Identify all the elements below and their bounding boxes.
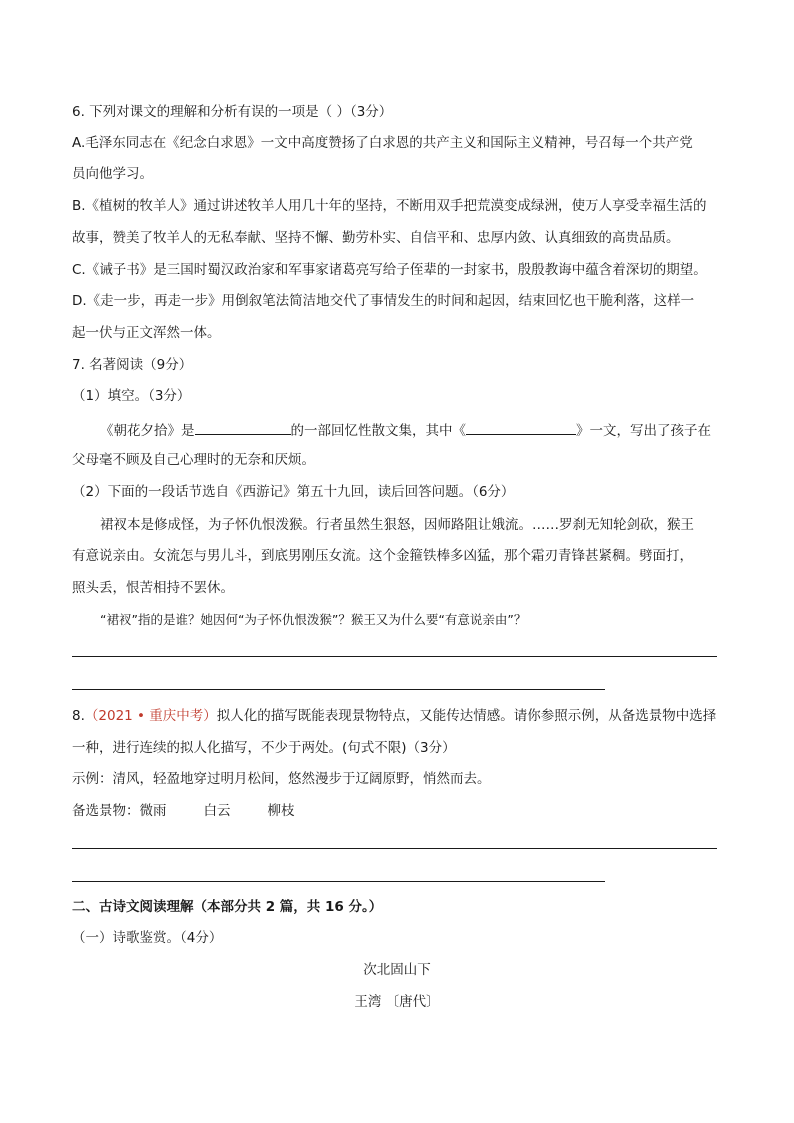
q8-stem-text: 拟人化的描写既能表现景物特点，又能传达情感。请你参照示例，从备选景物中选择 — [216, 708, 717, 724]
q8-stem-line2: 一种，进行连续的拟人化描写，不少于两处。(句式不限)（3分） — [72, 740, 456, 756]
answer-blank-author[interactable] — [195, 420, 291, 435]
fill-text-c: 》一文，写出了孩子在 — [576, 423, 711, 439]
q6-option-d-line1: D.《走一步，再走一步》用倒叙笔法简洁地交代了事情发生的时间和起因，结束回忆也干脆利落，这样一 — [72, 293, 695, 309]
q7-question: “裙衩”指的是谁？她因何“为子怀仇恨泼猴”？猴王又为什么要“有意说亲由”？ — [100, 612, 527, 627]
answer-line-q8-2[interactable] — [72, 881, 605, 882]
option-willow-branch: 柳枝 — [267, 803, 295, 819]
poem-title: 次北固山下 — [363, 962, 431, 978]
answer-line-q7-2[interactable] — [72, 689, 605, 690]
excerpt-line3: 照头丢，恨苦相持不罢休。 — [72, 580, 234, 596]
q8-options — [72, 802, 295, 820]
q7-stem: 7. 名著阅读（9分） — [72, 357, 193, 373]
fill-text-a: 《朝花夕拾》是 — [100, 423, 195, 439]
answer-line-q7-1[interactable] — [72, 656, 717, 657]
fill-text-b: 的一部回忆性散文集，其中《 — [290, 423, 466, 439]
q6-option-c: C.《诫子书》是三国时蜀汉政治家和军事家诸葛亮写给子侄辈的一封家书，殷殷教诲中蕴含着深切的期望。 — [72, 262, 707, 278]
q7-part2-heading: （2）下面的一段话节选自《西游记》第五十九回，读后回答问题。（6分） — [72, 484, 515, 500]
q6-stem: 6. 下列对课文的理解和分析有误的一项是（ ）（3分） — [72, 104, 393, 120]
poem-author: 王湾 〔唐代〕 — [354, 994, 440, 1010]
option-white-cloud: 白云 — [203, 803, 231, 819]
q6-option-b-line2: 故事，赞美了牧羊人的无私奉献、坚持不懈、勤劳朴实、自信平和、忠厚内敛、认真细致的高贵品质。 — [72, 230, 680, 246]
q8-example: 示例：清风，轻盈地穿过明月松间，悠然漫步于辽阔原野，悄然而去。 — [72, 771, 491, 787]
q6-option-a-line1: A.毛泽东同志在《纪念白求恩》一文中高度赞扬了白求恩的共产主义和国际主义精神，号召每一个共产党 — [72, 135, 693, 151]
q8-options-label: 备选景物： — [72, 803, 140, 819]
section2-subheading: （一）诗歌鉴赏。（4分） — [72, 930, 223, 946]
q7-fill-in-continued: 父母毫不顾及自己心理时的无奈和厌烦。 — [72, 452, 315, 468]
q8-source-tag: （2021 • 重庆中考） — [84, 708, 217, 724]
excerpt-line2: 有意说亲由。女流怎与男儿斗，到底男刚压女流。这个金箍铁棒多凶猛，那个霜刃青锋甚紧稠。劈面打， — [72, 548, 693, 564]
q7-part1-heading: （1）填空。（3分） — [72, 388, 191, 404]
q6-option-b-line1: B.《植树的牧羊人》通过讲述牧羊人用几十年的坚持，不断用双手把荒漠变成绿洲，使万人享受幸福生活的 — [72, 198, 707, 214]
excerpt-line1: 裙衩本是修成怪，为子怀仇恨泼猴。行者虽然生狠怒，因师路阻让娥流。……罗刹无知轮剑砍，猴王 — [100, 517, 694, 533]
q7-fill-in-line — [100, 420, 711, 440]
answer-blank-title[interactable] — [466, 420, 576, 435]
section2-title: 二、古诗文阅读理解（本部分共 2 篇，共 16 分。） — [72, 899, 383, 915]
q6-option-d-line2: 起一伏与正文浑然一体。 — [72, 325, 221, 341]
option-light-rain: 微雨 — [139, 803, 167, 819]
q8-stem-line1 — [72, 707, 716, 725]
q6-option-a-line2: 员向他学习。 — [72, 166, 153, 182]
q8-number: 8. — [72, 708, 85, 724]
answer-line-q8-1[interactable] — [72, 848, 717, 849]
